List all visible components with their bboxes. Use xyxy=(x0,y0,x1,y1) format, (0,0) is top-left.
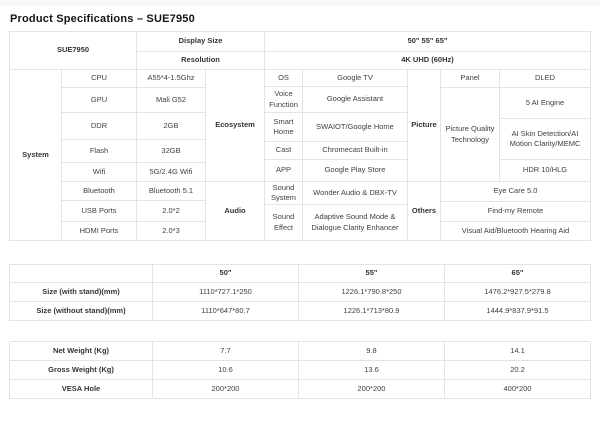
spec-item-value: Chromecast Built-in xyxy=(303,142,408,160)
table-row xyxy=(265,87,408,113)
spec-item-label: USB Ports xyxy=(62,201,137,222)
size-table-header xyxy=(10,265,591,283)
spec-table-header xyxy=(10,32,591,70)
cell-value: 1444.9*837.9*91.5 xyxy=(445,302,591,321)
spec-item-value: Wonder Audio & DBX-TV xyxy=(303,182,408,205)
cell-value: 400*200 xyxy=(445,380,591,399)
spec-item-value: 2GB xyxy=(137,113,206,140)
table-row xyxy=(10,361,591,380)
cell-value: 1226.1*790.8*250 xyxy=(299,283,445,302)
spec-item-value: Eye Care 5.0 xyxy=(441,182,591,202)
table-row xyxy=(265,113,408,142)
table-row xyxy=(441,70,591,88)
table-row xyxy=(10,380,591,399)
display-size-label: Display Size xyxy=(137,32,265,52)
cell-value: 7.7 xyxy=(153,342,299,361)
row-label: Gross Weight (Kg) xyxy=(10,361,153,380)
table-row xyxy=(10,283,591,302)
table-row xyxy=(265,182,408,205)
group-label-audio: Audio xyxy=(206,182,265,241)
spec-item-label: Panel xyxy=(441,70,500,88)
column-header: 50" xyxy=(153,265,299,283)
spec-item-value: 2.0*3 xyxy=(137,222,206,241)
spec-item-value: Google Play Store xyxy=(303,160,408,182)
spec-item-value: Bluetooth 5.1 xyxy=(137,182,206,201)
column-header: 55" xyxy=(299,265,445,283)
table-row xyxy=(62,163,206,182)
cell-value: 9.8 xyxy=(299,342,445,361)
page-title: Product Specifications – SUE7950 xyxy=(10,13,195,25)
table-row xyxy=(10,302,591,321)
spec-item-value: Google Assistant xyxy=(303,87,408,113)
spec-item-label: GPU xyxy=(62,88,137,113)
spec-item-value: SWAIOT/Google Home xyxy=(303,113,408,142)
table-row xyxy=(62,70,206,88)
spec-item-label: HDMI Ports xyxy=(62,222,137,241)
cell-value: 200*200 xyxy=(299,380,445,399)
spec-item-value: Find-my Remote xyxy=(441,202,591,222)
spec-table xyxy=(9,31,591,241)
picture-others-group xyxy=(408,70,591,241)
spec-item-value: 5 AI Engine xyxy=(500,88,591,119)
resolution-label: Resolution xyxy=(137,52,265,70)
spec-item-value: 32GB xyxy=(137,140,206,163)
spec-item-label: APP xyxy=(265,160,303,182)
spec-item-value: HDR 10/HLG xyxy=(500,160,591,182)
row-label: VESA Hole xyxy=(10,380,153,399)
spec-item-value: Adaptive Sound Mode & Dialogue Clarity Enhancer xyxy=(303,205,408,241)
spec-table-body xyxy=(10,70,591,241)
spec-item-value: 2.0*2 xyxy=(137,201,206,222)
spec-item-label: Cast xyxy=(265,142,303,160)
table-row xyxy=(62,182,206,201)
cell-value: 20.2 xyxy=(445,361,591,380)
spec-item-value: DLED xyxy=(500,70,591,88)
table-row xyxy=(10,342,591,361)
table-row xyxy=(62,222,206,241)
table-row xyxy=(265,142,408,160)
table-row xyxy=(265,160,408,182)
group-label-others: Others xyxy=(408,182,441,241)
spec-item-label: CPU xyxy=(62,70,137,88)
page-top-strip xyxy=(0,0,600,6)
cell-value: 200*200 xyxy=(153,380,299,399)
spec-item-label: DDR xyxy=(62,113,137,140)
spec-item-value: 5G/2.4G Wifi xyxy=(137,163,206,182)
table-row xyxy=(265,205,408,241)
spec-item-label: OS xyxy=(265,70,303,87)
group-label-ecosystem: Ecosystem xyxy=(206,70,265,182)
cell-value: 1476.2*927.5*279.8 xyxy=(445,283,591,302)
group-label-system: System xyxy=(10,70,62,241)
spec-item-value: AI Skin Detection/AI Motion Clarity/MEMC xyxy=(500,119,591,160)
display-size-value: 50" 55" 65" xyxy=(265,32,591,52)
spec-item-value: A55*4-1.5Ghz xyxy=(137,70,206,88)
group-label-picture: Picture xyxy=(408,70,441,182)
empty-header-cell xyxy=(10,265,153,283)
size-table xyxy=(9,264,591,321)
table-row xyxy=(62,201,206,222)
spec-item-label: Sound Effect xyxy=(265,205,303,241)
spec-item-value: Mali G52 xyxy=(137,88,206,113)
spec-item-label: Wifi xyxy=(62,163,137,182)
model-cell: SUE7950 xyxy=(10,32,137,70)
cell-value: 1110*727.1*250 xyxy=(153,283,299,302)
row-label: Size (without stand)(mm) xyxy=(10,302,153,321)
spec-item-label: Bluetooth xyxy=(62,182,137,201)
table-row xyxy=(62,113,206,140)
cell-value: 10.6 xyxy=(153,361,299,380)
table-row xyxy=(265,70,408,87)
cell-value: 1110*647*80.7 xyxy=(153,302,299,321)
spec-item-value: Google TV xyxy=(303,70,408,87)
column-header: 65" xyxy=(445,265,591,283)
spec-item-label: Sound System xyxy=(265,182,303,205)
weight-table xyxy=(9,341,591,399)
table-row xyxy=(62,140,206,163)
resolution-value: 4K UHD (60Hz) xyxy=(265,52,591,70)
system-group xyxy=(10,70,206,241)
spec-item-value: Visual Aid/Bluetooth Hearing Aid xyxy=(441,222,591,241)
table-row xyxy=(62,88,206,113)
spec-item-label: Voice Function xyxy=(265,87,303,113)
table-row xyxy=(441,88,591,182)
spec-item-label: Picture Quality Technology xyxy=(441,88,500,182)
spec-item-label: Flash xyxy=(62,140,137,163)
row-label: Size (with stand)(mm) xyxy=(10,283,153,302)
spec-item-label: Smart Home xyxy=(265,113,303,142)
cell-value: 1226.1*713*80.9 xyxy=(299,302,445,321)
ecosystem-audio-group xyxy=(206,70,408,241)
row-label: Net Weight (Kg) xyxy=(10,342,153,361)
cell-value: 13.6 xyxy=(299,361,445,380)
cell-value: 14.1 xyxy=(445,342,591,361)
